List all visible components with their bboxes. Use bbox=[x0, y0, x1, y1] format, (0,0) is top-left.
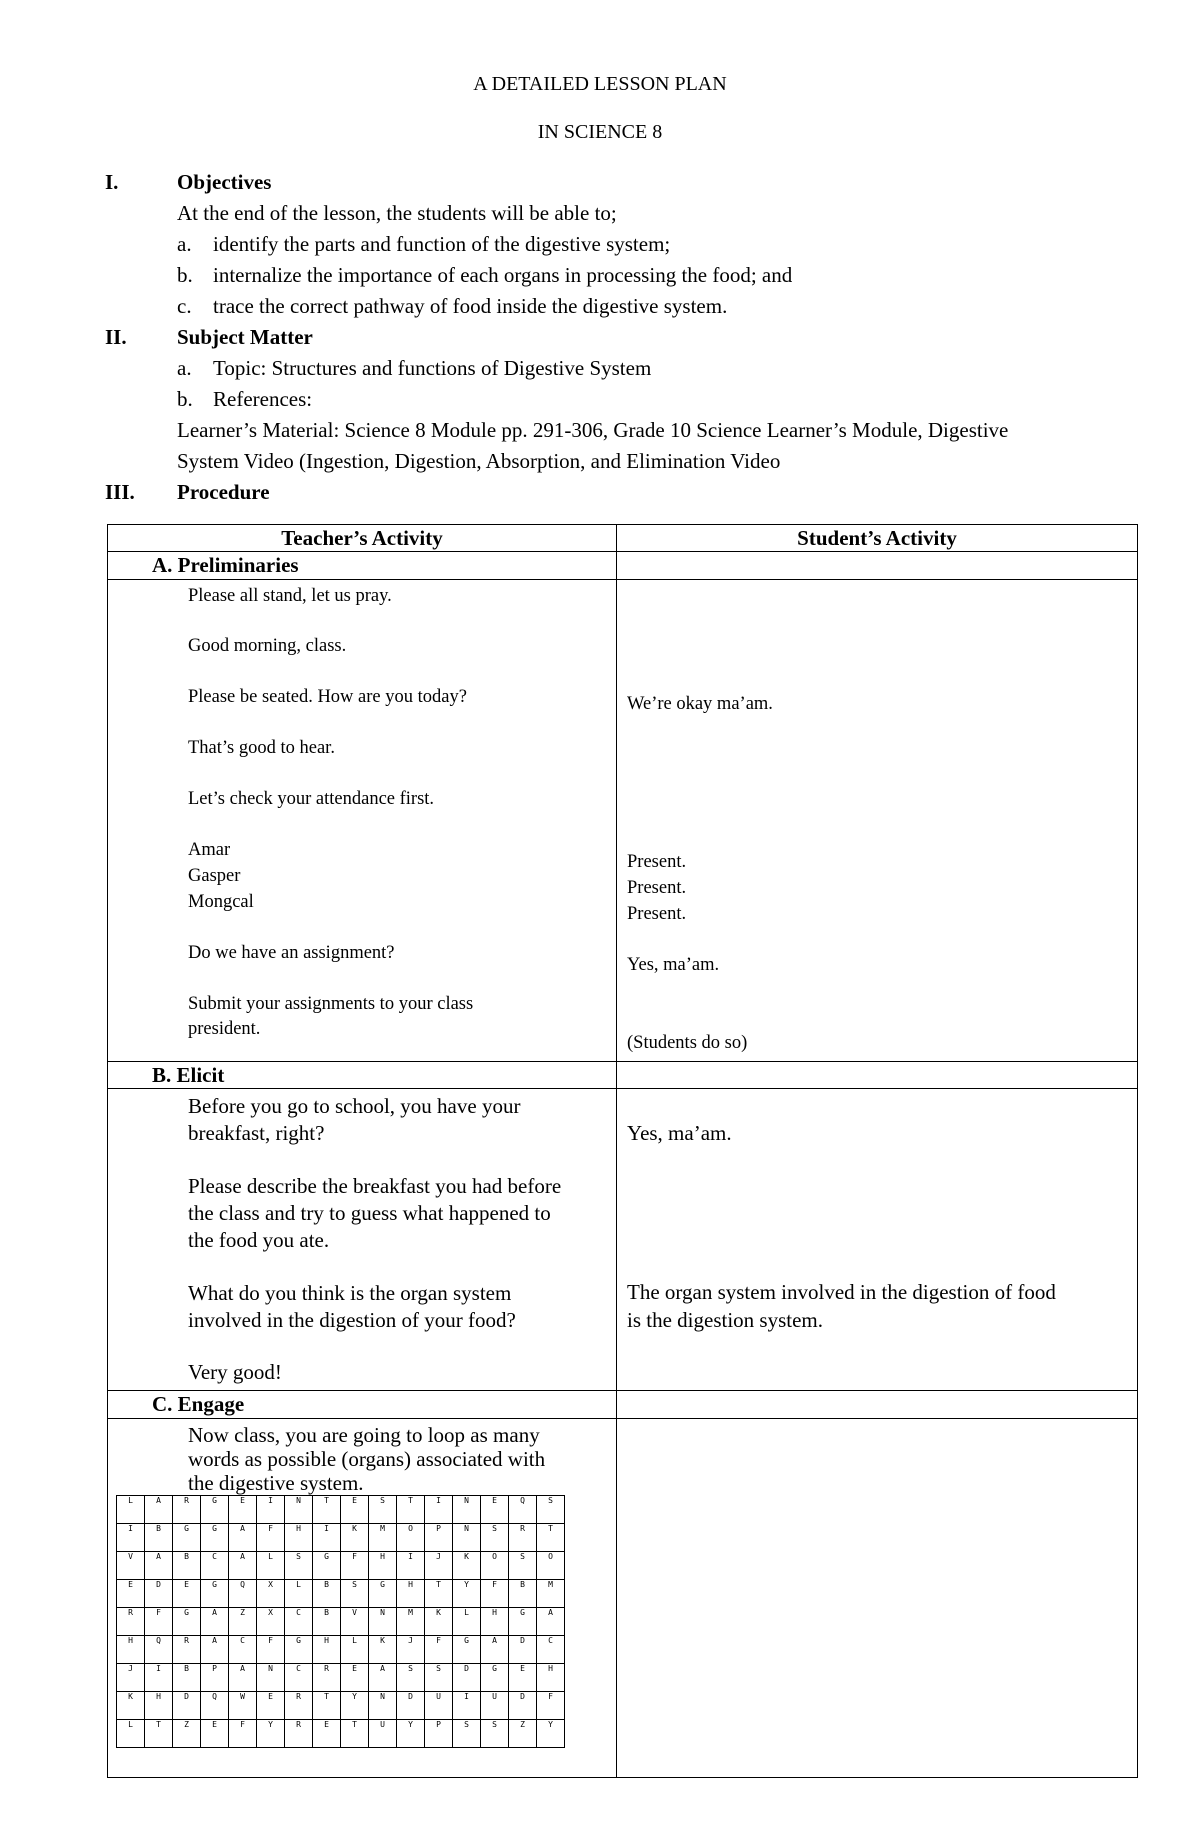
teacher-line: Before you go to school, you have your bbox=[188, 1094, 521, 1119]
word-search-letter[interactable]: E bbox=[341, 1496, 369, 1524]
empty-cell bbox=[617, 1391, 1138, 1418]
word-search-letter[interactable]: T bbox=[341, 1720, 369, 1748]
word-search-letter[interactable]: U bbox=[425, 1692, 453, 1720]
objective-item bbox=[105, 229, 1135, 260]
word-search-letter[interactable]: T bbox=[313, 1692, 341, 1720]
word-search-letter[interactable]: N bbox=[453, 1524, 481, 1552]
word-search-letter[interactable]: D bbox=[173, 1692, 201, 1720]
student-line: Yes, ma’am. bbox=[627, 1121, 732, 1146]
student-name: Gasper bbox=[188, 865, 241, 886]
word-search-letter[interactable]: A bbox=[481, 1636, 509, 1664]
section-objectives bbox=[105, 167, 1135, 198]
teacher-line: words as possible (organs) associated with bbox=[188, 1446, 546, 1471]
word-search-letter[interactable]: K bbox=[453, 1552, 481, 1580]
word-search-letter[interactable]: R bbox=[509, 1524, 537, 1552]
teacher-line: Please all stand, let us pray. bbox=[188, 585, 392, 606]
word-search-row bbox=[117, 1608, 565, 1636]
word-search-letter[interactable]: Q bbox=[509, 1496, 537, 1524]
word-search-letter[interactable]: D bbox=[453, 1664, 481, 1692]
word-search-letter[interactable]: A bbox=[145, 1552, 173, 1580]
word-search-letter[interactable]: I bbox=[145, 1664, 173, 1692]
teacher-line: That’s good to hear. bbox=[188, 738, 335, 759]
word-search-letter[interactable]: S bbox=[537, 1496, 565, 1524]
word-search-letter[interactable]: K bbox=[425, 1608, 453, 1636]
word-search-letter[interactable]: C bbox=[229, 1636, 257, 1664]
word-search-letter[interactable]: K bbox=[341, 1524, 369, 1552]
word-search-row bbox=[117, 1496, 565, 1524]
section-heading-engage: C. Engage bbox=[108, 1391, 617, 1418]
item-text: trace the correct pathway of food inside the digestive system. bbox=[213, 294, 728, 319]
word-search-letter[interactable]: E bbox=[481, 1496, 509, 1524]
word-search-letter[interactable]: T bbox=[397, 1496, 425, 1524]
item-text: internalize the importance of each organs in processing the food; and bbox=[213, 263, 793, 288]
word-search-letter[interactable]: I bbox=[397, 1552, 425, 1580]
teacher-line: Please describe the breakfast you had before bbox=[188, 1173, 562, 1198]
word-search-letter[interactable]: X bbox=[257, 1580, 285, 1608]
word-search-letter[interactable]: L bbox=[117, 1720, 145, 1748]
word-search-row bbox=[117, 1552, 565, 1580]
word-search-letter[interactable]: F bbox=[481, 1580, 509, 1608]
word-search-letter[interactable]: W bbox=[229, 1692, 257, 1720]
teacher-line: Submit your assignments to your class bbox=[188, 993, 474, 1014]
word-search-letter[interactable]: R bbox=[285, 1692, 313, 1720]
empty-cell bbox=[617, 552, 1138, 579]
word-search-letter[interactable]: H bbox=[397, 1580, 425, 1608]
word-search-letter[interactable]: G bbox=[201, 1580, 229, 1608]
word-search-letter[interactable]: Q bbox=[145, 1636, 173, 1664]
word-search-letter[interactable]: L bbox=[341, 1636, 369, 1664]
column-header-student: Student’s Activity bbox=[617, 525, 1138, 552]
word-search-letter[interactable]: O bbox=[481, 1552, 509, 1580]
section-label: Objectives bbox=[177, 170, 272, 195]
item-letter: a. bbox=[177, 232, 192, 257]
word-search-letter[interactable]: T bbox=[425, 1580, 453, 1608]
word-search-letter[interactable]: H bbox=[481, 1608, 509, 1636]
word-search-letter[interactable]: R bbox=[173, 1636, 201, 1664]
student-line: Present. bbox=[627, 852, 687, 873]
reference-line: Learner’s Material: Science 8 Module pp. 291-306, Grade 10 Science Learner’s Module, Digestive bbox=[177, 418, 1009, 443]
teacher-line: Do we have an assignment? bbox=[188, 942, 395, 963]
word-search-row bbox=[117, 1580, 565, 1608]
word-search-letter[interactable]: P bbox=[425, 1524, 453, 1552]
word-search-letter[interactable]: T bbox=[537, 1524, 565, 1552]
word-search-letter[interactable]: J bbox=[397, 1636, 425, 1664]
word-search-letter[interactable]: C bbox=[201, 1552, 229, 1580]
section-number: II. bbox=[105, 325, 127, 350]
word-search-letter[interactable]: G bbox=[509, 1608, 537, 1636]
word-search-letter[interactable]: E bbox=[509, 1664, 537, 1692]
word-search-letter[interactable]: B bbox=[173, 1664, 201, 1692]
word-search-letter[interactable]: N bbox=[369, 1608, 397, 1636]
word-search-letter[interactable]: G bbox=[313, 1552, 341, 1580]
word-search-letter[interactable]: I bbox=[313, 1524, 341, 1552]
word-search-letter[interactable]: H bbox=[313, 1636, 341, 1664]
item-letter: a. bbox=[177, 356, 192, 381]
word-search-letter[interactable]: H bbox=[117, 1636, 145, 1664]
word-search-letter[interactable]: M bbox=[397, 1608, 425, 1636]
teacher-line: president. bbox=[188, 1019, 261, 1040]
word-search-letter[interactable]: Z bbox=[229, 1608, 257, 1636]
student-line: Present. bbox=[627, 904, 687, 925]
word-search-letter[interactable]: J bbox=[117, 1664, 145, 1692]
teacher-line: Please be seated. How are you today? bbox=[188, 687, 467, 708]
word-search-letter[interactable]: H bbox=[369, 1552, 397, 1580]
word-search-letter[interactable]: B bbox=[145, 1524, 173, 1552]
word-search-letter[interactable]: G bbox=[453, 1636, 481, 1664]
item-letter: b. bbox=[177, 263, 193, 288]
word-search-letter[interactable]: G bbox=[173, 1524, 201, 1552]
word-search-letter[interactable]: P bbox=[201, 1664, 229, 1692]
word-search-letter[interactable]: E bbox=[341, 1664, 369, 1692]
word-search-letter[interactable]: S bbox=[425, 1664, 453, 1692]
word-search-letter[interactable]: A bbox=[145, 1496, 173, 1524]
word-search-letter[interactable]: S bbox=[369, 1496, 397, 1524]
word-search-letter[interactable]: R bbox=[117, 1608, 145, 1636]
word-search-letter[interactable]: A bbox=[229, 1524, 257, 1552]
word-search-letter[interactable]: T bbox=[145, 1720, 173, 1748]
document-title: A DETAILED LESSON PLAN bbox=[473, 73, 727, 95]
word-search-letter[interactable]: P bbox=[425, 1720, 453, 1748]
word-search-letter[interactable]: L bbox=[453, 1608, 481, 1636]
section-subject-matter bbox=[105, 322, 1135, 353]
teacher-line: Now class, you are going to loop as many bbox=[188, 1422, 540, 1447]
word-search-letter[interactable]: D bbox=[509, 1692, 537, 1720]
word-search-letter[interactable]: G bbox=[481, 1664, 509, 1692]
student-line: We’re okay ma’am. bbox=[627, 693, 773, 714]
word-search-letter[interactable]: B bbox=[509, 1580, 537, 1608]
student-activity-cell bbox=[617, 1089, 1138, 1391]
subject-topic bbox=[105, 353, 1135, 384]
student-activity-cell bbox=[617, 579, 1138, 1061]
word-search-letter[interactable]: S bbox=[481, 1524, 509, 1552]
word-search-letter[interactable]: C bbox=[285, 1608, 313, 1636]
word-search-letter[interactable]: Z bbox=[173, 1720, 201, 1748]
word-search-letter[interactable]: K bbox=[117, 1692, 145, 1720]
word-search-letter[interactable]: Q bbox=[229, 1580, 257, 1608]
word-search-letter[interactable]: A bbox=[369, 1664, 397, 1692]
word-search-letter[interactable]: A bbox=[201, 1636, 229, 1664]
word-search-letter[interactable]: F bbox=[425, 1636, 453, 1664]
student-name: Mongcal bbox=[188, 891, 254, 912]
word-search-letter[interactable]: U bbox=[369, 1720, 397, 1748]
word-search-letter[interactable]: E bbox=[257, 1692, 285, 1720]
word-search-row bbox=[117, 1692, 565, 1720]
student-line: Yes, ma’am. bbox=[627, 955, 720, 976]
objective-item bbox=[105, 260, 1135, 291]
procedure-table bbox=[107, 524, 1138, 1778]
word-search-letter[interactable]: L bbox=[117, 1496, 145, 1524]
teacher-line: Let’s check your attendance first. bbox=[188, 789, 435, 810]
teacher-line: Good morning, class. bbox=[188, 636, 347, 657]
word-search-letter[interactable]: F bbox=[257, 1636, 285, 1664]
document-subtitle: IN SCIENCE 8 bbox=[537, 121, 663, 143]
reference-line: System Video (Ingestion, Digestion, Absorption, and Elimination Video bbox=[177, 449, 781, 474]
section-number: I. bbox=[105, 170, 119, 195]
word-search-letter[interactable]: Y bbox=[341, 1692, 369, 1720]
word-search-letter[interactable]: Y bbox=[537, 1720, 565, 1748]
word-search-letter[interactable]: F bbox=[537, 1692, 565, 1720]
word-search-letter[interactable]: U bbox=[481, 1692, 509, 1720]
teacher-line: Very good! bbox=[188, 1360, 282, 1385]
word-search-letter[interactable]: E bbox=[117, 1580, 145, 1608]
word-search-letter[interactable]: I bbox=[425, 1496, 453, 1524]
word-search-letter[interactable]: L bbox=[285, 1580, 313, 1608]
objectives-intro: At the end of the lesson, the students will be able to; bbox=[177, 201, 617, 226]
teacher-line: the food you ate. bbox=[188, 1228, 330, 1253]
word-search-letter[interactable]: R bbox=[313, 1664, 341, 1692]
word-search-letter[interactable]: G bbox=[369, 1580, 397, 1608]
word-search-letter[interactable]: S bbox=[285, 1552, 313, 1580]
word-search-row bbox=[117, 1636, 565, 1664]
word-search-letter[interactable]: S bbox=[453, 1720, 481, 1748]
word-search-letter[interactable]: S bbox=[509, 1552, 537, 1580]
word-search-letter[interactable]: Y bbox=[397, 1720, 425, 1748]
word-search-letter[interactable]: B bbox=[173, 1552, 201, 1580]
section-procedure bbox=[105, 477, 1135, 508]
word-search-letter[interactable]: N bbox=[369, 1692, 397, 1720]
word-search-letter[interactable]: O bbox=[397, 1524, 425, 1552]
teacher-activity-cell bbox=[108, 1089, 617, 1391]
word-search-letter[interactable]: A bbox=[229, 1552, 257, 1580]
teacher-line: involved in the digestion of your food? bbox=[188, 1307, 516, 1332]
word-search-letter[interactable]: E bbox=[201, 1720, 229, 1748]
word-search-letter[interactable]: H bbox=[145, 1692, 173, 1720]
word-search-letter[interactable]: L bbox=[257, 1552, 285, 1580]
word-search-letter[interactable]: G bbox=[201, 1524, 229, 1552]
empty-cell bbox=[617, 1061, 1138, 1088]
teacher-line: the digestive system. bbox=[188, 1471, 364, 1495]
word-search-letter[interactable]: C bbox=[537, 1636, 565, 1664]
word-search-letter[interactable]: E bbox=[173, 1580, 201, 1608]
word-search-letter[interactable]: F bbox=[229, 1720, 257, 1748]
word-search-letter[interactable]: G bbox=[201, 1496, 229, 1524]
column-header-teacher: Teacher’s Activity bbox=[108, 525, 617, 552]
word-search-letter[interactable]: A bbox=[201, 1608, 229, 1636]
word-search-letter[interactable]: B bbox=[313, 1580, 341, 1608]
word-search-letter[interactable]: B bbox=[313, 1608, 341, 1636]
word-search-letter[interactable]: J bbox=[425, 1552, 453, 1580]
word-search-letter[interactable]: Z bbox=[509, 1720, 537, 1748]
word-search-letter[interactable]: E bbox=[313, 1720, 341, 1748]
teacher-line: breakfast, right? bbox=[188, 1121, 325, 1146]
teacher-line: What do you think is the organ system bbox=[188, 1280, 512, 1305]
word-search-letter[interactable]: M bbox=[369, 1524, 397, 1552]
teacher-activity-cell bbox=[108, 1418, 617, 1777]
word-search-letter[interactable]: T bbox=[313, 1496, 341, 1524]
word-search-letter[interactable]: I bbox=[117, 1524, 145, 1552]
word-search-letter[interactable]: Y bbox=[257, 1720, 285, 1748]
word-search-letter[interactable]: V bbox=[341, 1608, 369, 1636]
section-heading-elicit: B. Elicit bbox=[108, 1061, 617, 1088]
word-search-letter[interactable]: N bbox=[285, 1496, 313, 1524]
section-number: III. bbox=[105, 480, 135, 505]
student-name: Amar bbox=[188, 839, 231, 860]
word-search-letter[interactable]: K bbox=[369, 1636, 397, 1664]
section-heading-preliminaries: A. Preliminaries bbox=[108, 552, 617, 579]
word-search-letter[interactable]: V bbox=[117, 1552, 145, 1580]
word-search-letter[interactable]: M bbox=[537, 1580, 565, 1608]
item-letter: c. bbox=[177, 294, 192, 319]
student-line: (Students do so) bbox=[627, 1032, 748, 1053]
word-search-letter[interactable]: A bbox=[537, 1608, 565, 1636]
word-search-letter[interactable]: R bbox=[173, 1496, 201, 1524]
word-search-row bbox=[117, 1524, 565, 1552]
teacher-activity-cell bbox=[108, 579, 617, 1061]
word-search-letter[interactable]: N bbox=[453, 1496, 481, 1524]
student-activity-cell bbox=[617, 1418, 1138, 1777]
word-search-row bbox=[117, 1664, 565, 1692]
item-text: identify the parts and function of the digestive system; bbox=[213, 232, 671, 257]
word-search-letter[interactable]: G bbox=[285, 1636, 313, 1664]
item-text: Topic: Structures and functions of Digestive System bbox=[213, 356, 652, 381]
word-search-letter[interactable]: S bbox=[397, 1664, 425, 1692]
word-search-letter[interactable]: H bbox=[537, 1664, 565, 1692]
word-search-letter[interactable]: I bbox=[453, 1692, 481, 1720]
subject-references bbox=[105, 384, 1135, 415]
item-letter: b. bbox=[177, 387, 193, 412]
teacher-line: the class and try to guess what happened to bbox=[188, 1200, 551, 1225]
student-line: The organ system involved in the digestion of food bbox=[627, 1280, 1056, 1305]
student-line: is the digestion system. bbox=[627, 1307, 823, 1332]
word-search-letter[interactable]: N bbox=[257, 1664, 285, 1692]
word-search-letter[interactable]: F bbox=[341, 1552, 369, 1580]
lesson-outline bbox=[105, 167, 1135, 508]
word-search-letter[interactable]: A bbox=[229, 1664, 257, 1692]
word-search-letter[interactable]: S bbox=[481, 1720, 509, 1748]
word-search-letter[interactable]: D bbox=[145, 1580, 173, 1608]
word-search-letter[interactable]: C bbox=[285, 1664, 313, 1692]
word-search-letter[interactable]: X bbox=[257, 1608, 285, 1636]
word-search-letter[interactable]: H bbox=[285, 1524, 313, 1552]
word-search-row bbox=[117, 1720, 565, 1748]
section-label: Procedure bbox=[177, 480, 270, 505]
word-search-letter[interactable]: Q bbox=[201, 1692, 229, 1720]
word-search-letter[interactable]: S bbox=[341, 1580, 369, 1608]
word-search-letter[interactable]: D bbox=[397, 1692, 425, 1720]
word-search-letter[interactable]: D bbox=[509, 1636, 537, 1664]
objective-item bbox=[105, 291, 1135, 322]
word-search-letter[interactable]: Y bbox=[453, 1580, 481, 1608]
word-search-letter[interactable]: O bbox=[537, 1552, 565, 1580]
student-line: Present. bbox=[627, 878, 687, 899]
word-search-letter[interactable]: F bbox=[145, 1608, 173, 1636]
section-label: Subject Matter bbox=[177, 325, 313, 350]
word-search-letter[interactable]: E bbox=[229, 1496, 257, 1524]
word-search-letter[interactable]: R bbox=[285, 1720, 313, 1748]
word-search-letter[interactable]: I bbox=[257, 1496, 285, 1524]
item-text: References: bbox=[213, 387, 313, 412]
word-search-letter[interactable]: F bbox=[257, 1524, 285, 1552]
word-search-grid bbox=[116, 1495, 565, 1748]
word-search-letter[interactable]: G bbox=[173, 1608, 201, 1636]
